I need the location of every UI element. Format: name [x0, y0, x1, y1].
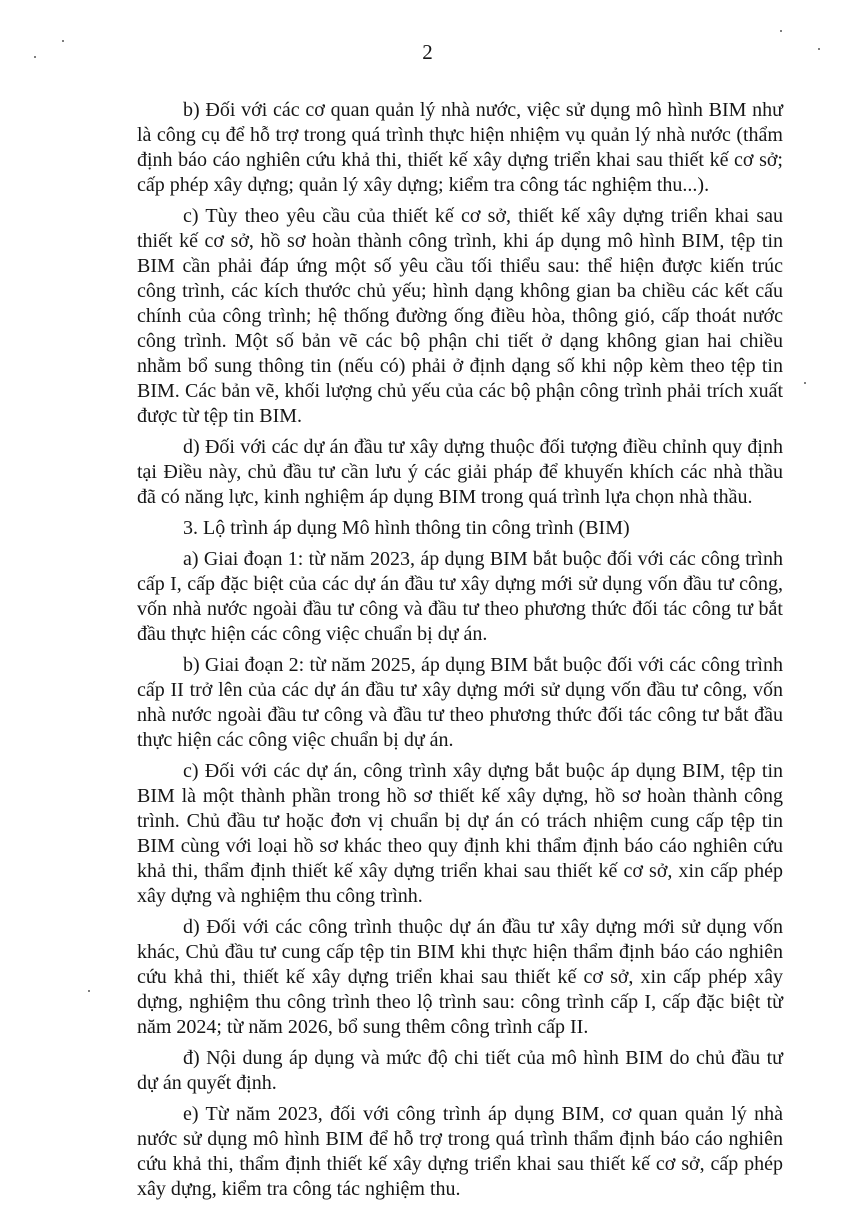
- paragraph-2c-bim-file-requirements: c) Tùy theo yêu cầu của thiết kế cơ sở, thiết kế xây dựng triển khai sau thiết kế cơ sở, hồ sơ hoàn thành công trình, khi áp dụng mô hình BIM, tệp tin BIM cần phải đáp ứng một số yêu cầu tối thiểu sau: thể hiện được kiến trúc công trình, các kích thước chủ yếu; hình dạng không gian ba chiều các kết cấu chính của công trình; hệ thống đường ống điều hòa, thông gió, cấp thoát nước công trình. Một số bản vẽ các bộ phận chi tiết ở dạng không gian hai chiều nhằm bổ sung thông tin (nếu có) phải ở định dạng số khi nộp kèm theo tệp tin BIM. Các bản vẽ, khối lượng chủ yếu của các bộ phận công trình phải trích xuất được từ tệp tin BIM.: [137, 205, 783, 427]
- scan-speck: [88, 990, 90, 992]
- paragraph-3d-other-capital-projects: d) Đối với các công trình thuộc dự án đầu tư xây dựng mới sử dụng vốn khác, Chủ đầu tư cung cấp tệp tin BIM khi thực hiện thẩm định báo cáo nghiên cứu khả thi, thiết kế xây dựng triển khai sau thiết kế cơ sở, xin cấp phép xây dựng, nghiệm thu công trình theo lộ trình sau: công trình cấp I, cấp đặc biệt từ năm 2024; từ năm 2026, bổ sung thêm công trình cấp II.: [137, 916, 783, 1038]
- scan-speck: [818, 48, 820, 50]
- paragraph-3a-phase-1: a) Giai đoạn 1: từ năm 2023, áp dụng BIM bắt buộc đối với các công trình cấp I, cấp đặc biệt của các dự án đầu tư xây dựng mới sử dụng vốn đầu tư công, vốn nhà nước ngoài đầu tư công và đầu tư theo phương thức đối tác công tư bắt đầu thực hiện các công việc chuẩn bị dự án.: [137, 548, 783, 645]
- document-body: [137, 98, 783, 1208]
- section-heading-bim-roadmap: 3. Lộ trình áp dụng Mô hình thông tin công trình (BIM): [183, 517, 630, 539]
- scan-speck: [780, 30, 782, 32]
- page-number: 2: [422, 40, 433, 64]
- paragraph-3b-phase-2: b) Giai đoạn 2: từ năm 2025, áp dụng BIM bắt buộc đối với các công trình cấp II trở lên của các dự án đầu tư xây dựng mới sử dụng vốn đầu tư công, vốn nhà nước ngoài đầu tư công và đầu tư theo phương thức đối tác công tư bắt đầu thực hiện các công việc chuẩn bị dự án.: [137, 654, 783, 751]
- paragraph-3c-mandatory-bim-projects: c) Đối với các dự án, công trình xây dựng bắt buộc áp dụng BIM, tệp tin BIM là một thành phần trong hồ sơ thiết kế xây dựng, hồ sơ hoàn thành công trình. Chủ đầu tư hoặc đơn vị chuẩn bị dự án có trách nhiệm cung cấp tệp tin BIM cùng với loại hồ sơ khác theo quy định khi thẩm định báo cáo nghiên cứu khả thi, thẩm định thiết kế xây dựng triển khai sau thiết kế cơ sở, xin cấp phép xây dựng và nghiệm thu công trình.: [137, 760, 783, 907]
- scan-speck: [804, 382, 806, 384]
- paragraph-2b-state-agencies: b) Đối với các cơ quan quản lý nhà nước, việc sử dụng mô hình BIM như là công cụ để hỗ trợ trong quá trình thực hiện nhiệm vụ quản lý nhà nước (thẩm định báo cáo nghiên cứu khả thi, thiết kế xây dựng triển khai sau thiết kế cơ sở; cấp phép xây dựng; quản lý xây dựng; kiểm tra công tác nghiệm thu...).: [137, 99, 783, 196]
- scan-speck: [34, 56, 36, 58]
- paragraph-3e-state-agency-use: e) Từ năm 2023, đối với công trình áp dụng BIM, cơ quan quản lý nhà nước sử dụng mô hình BIM để hỗ trợ trong quá trình thẩm định báo cáo nghiên cứu khả thi, thẩm định thiết kế xây dựng triển khai sau thiết kế cơ sở, cấp phép xây dựng, kiểm tra công tác nghiệm thu.: [137, 1103, 783, 1200]
- paragraph-2d-contractor-selection: d) Đối với các dự án đầu tư xây dựng thuộc đối tượng điều chỉnh quy định tại Điều này, chủ đầu tư cần lưu ý các giải pháp để khuyến khích các nhà thầu đã có năng lực, kinh nghiệm áp dụng BIM trong quá trình lựa chọn nhà thầu.: [137, 436, 783, 508]
- scan-speck: [62, 40, 64, 42]
- paragraph-3dd-investor-decision: đ) Nội dung áp dụng và mức độ chi tiết của mô hình BIM do chủ đầu tư dự án quyết định.: [137, 1047, 783, 1094]
